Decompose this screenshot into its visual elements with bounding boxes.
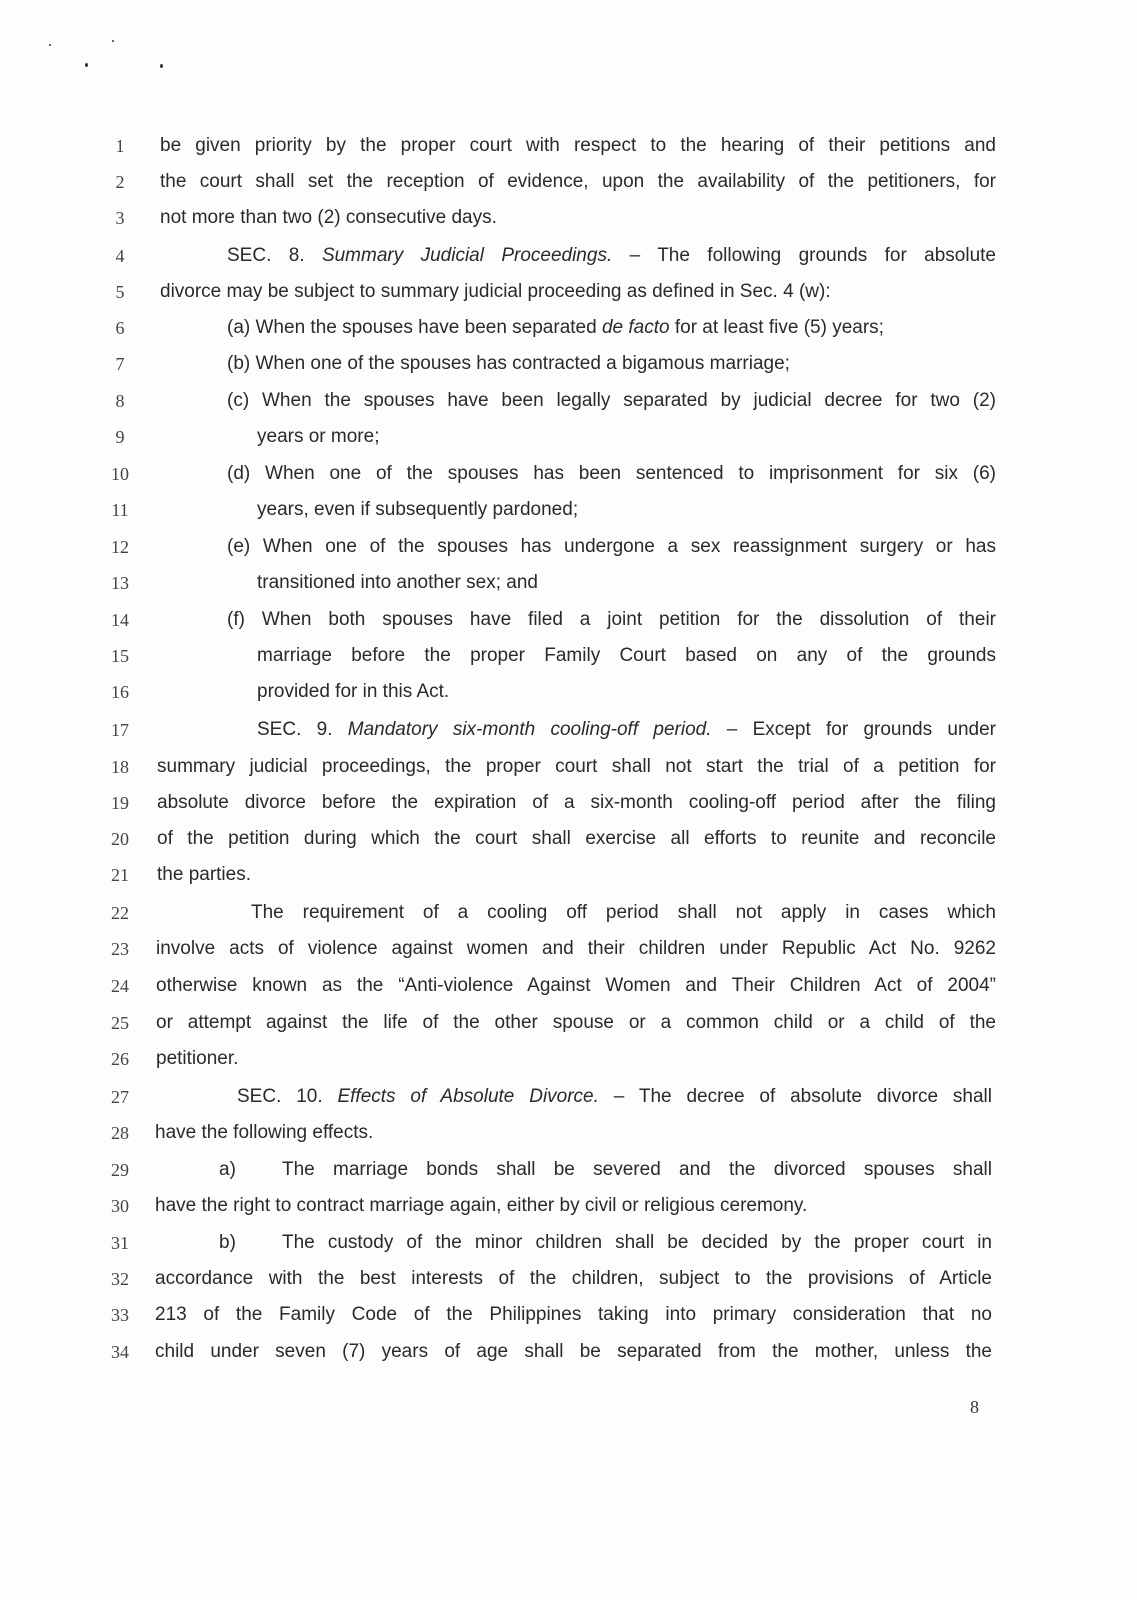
document-line	[0, 821, 1137, 857]
line-text: 213 of the Family Code of the Philippines taking into primary consideration that no	[155, 1304, 992, 1325]
section-title: Mandatory six-month cooling-off period.	[347, 719, 712, 740]
document-line	[0, 164, 1137, 200]
document-line	[0, 1188, 1137, 1224]
document-line	[0, 785, 1137, 821]
list-item-b	[0, 346, 1137, 382]
document-line	[0, 1115, 1137, 1151]
line-number: 4	[115, 246, 125, 266]
line-number: 29	[111, 1160, 129, 1180]
effect-item-a	[0, 1152, 1137, 1188]
line-text	[237, 1079, 992, 1115]
section-number: SEC. 9.	[257, 719, 348, 740]
line-number: 33	[111, 1305, 129, 1325]
line-text	[257, 712, 996, 748]
line-number: 34	[111, 1342, 129, 1362]
line-text: not more than two (2) consecutive days.	[160, 207, 497, 228]
line-text	[227, 238, 996, 274]
line-text: (d) When one of the spouses has been sentenced to imprisonment for six (6)	[227, 463, 996, 484]
section-text: – Except for grounds under	[711, 719, 996, 740]
item-marker: a)	[219, 1159, 236, 1180]
line-text: marriage before the proper Family Court based on any of the grounds	[257, 645, 996, 666]
line-text: summary judicial proceedings, the proper court shall not start the trial of a petition for	[157, 756, 996, 777]
line-text: otherwise known as the “Anti-violence Against Women and Their Children Act of 2004”	[156, 975, 996, 996]
line-text: years, even if subsequently pardoned;	[257, 499, 579, 520]
line-text: accordance with the best interests of the children, subject to the provisions of Article	[155, 1268, 992, 1289]
document-line	[0, 931, 1137, 967]
line-text: have the following effects.	[155, 1122, 374, 1143]
line-text: of the petition during which the court shall exercise all efforts to reunite and reconcile	[157, 828, 996, 849]
line-number: 6	[115, 318, 125, 338]
line-number: 13	[111, 573, 129, 593]
line-number: 5	[115, 282, 125, 302]
line-number: 17	[111, 720, 129, 740]
line-number: 19	[111, 793, 129, 813]
line-number: 30	[111, 1196, 129, 1216]
effect-item-b	[0, 1225, 1137, 1261]
line-text: divorce may be subject to summary judicial proceeding as defined in Sec. 4 (w):	[160, 281, 831, 302]
page-number: 8	[970, 1397, 979, 1417]
item-marker: b)	[219, 1232, 236, 1253]
section-text: – The decree of absolute divorce shall	[598, 1086, 992, 1107]
section-number: SEC. 8.	[227, 245, 322, 266]
line-number: 23	[111, 939, 129, 959]
document-line	[0, 638, 1137, 674]
line-number: 32	[111, 1269, 129, 1289]
line-number: 3	[115, 208, 125, 228]
document-line	[0, 1334, 1137, 1370]
document-line	[0, 274, 1137, 310]
document-line	[0, 1297, 1137, 1333]
line-text: involve acts of violence against women and their children under Republic Act No. 9262	[156, 938, 996, 959]
line-number: 2	[115, 172, 125, 192]
document-line	[0, 749, 1137, 785]
line-number: 20	[111, 829, 129, 849]
line-number: 28	[111, 1123, 129, 1143]
line-text: years or more;	[257, 426, 380, 447]
line-number: 12	[111, 537, 129, 557]
line-number: 18	[111, 757, 129, 777]
line-text: (e) When one of the spouses has undergone a sex reassignment surgery or has	[227, 536, 996, 557]
line-number: 26	[111, 1049, 129, 1069]
line-number: 25	[111, 1013, 129, 1033]
line-text: The custody of the minor children shall be decided by the proper court in	[282, 1232, 992, 1253]
list-item-d	[0, 456, 1137, 492]
line-number: 1	[115, 136, 125, 156]
line-text: be given priority by the proper court with respect to the hearing of their petitions and	[160, 135, 996, 156]
line-number: 22	[111, 903, 129, 923]
line-number: 21	[111, 865, 129, 885]
line-number: 15	[111, 646, 129, 666]
line-number: 27	[111, 1087, 129, 1107]
section-8-heading	[0, 238, 1137, 274]
document-line	[0, 128, 1137, 164]
line-number: 16	[111, 682, 129, 702]
document-line	[0, 419, 1137, 455]
section-number: SEC. 10.	[237, 1086, 338, 1107]
document-line	[0, 857, 1137, 893]
line-number: 8	[115, 391, 125, 411]
line-text: absolute divorce before the expiration of a six-month cooling-off period after the filing	[157, 792, 996, 813]
document-line	[0, 492, 1137, 528]
line-number: 9	[115, 427, 125, 447]
line-number: 24	[111, 976, 129, 996]
italic-term: de facto	[601, 317, 670, 338]
document-line	[0, 1005, 1137, 1041]
line-text: child under seven (7) years of age shall be separated from the mother, unless the	[155, 1341, 992, 1362]
line-text: the parties.	[157, 864, 251, 885]
line-text: (f) When both spouses have filed a joint petition for the dissolution of their	[227, 609, 996, 630]
line-text: transitioned into another sex; and	[257, 572, 538, 593]
section-10-heading	[0, 1079, 1137, 1115]
section-9-heading	[0, 712, 1137, 748]
line-number: 10	[111, 464, 129, 484]
line-text: have the right to contract marriage again, either by civil or religious ceremony.	[155, 1195, 808, 1216]
line-text: (b) When one of the spouses has contracted a bigamous marriage;	[227, 353, 790, 374]
document-line	[0, 895, 1137, 931]
document-line	[0, 565, 1137, 601]
list-item-f	[0, 602, 1137, 638]
section-text: – The following grounds for absolute	[612, 245, 996, 266]
line-text: petitioner.	[156, 1048, 239, 1069]
line-text: or attempt against the life of the other spouse or a common child or a child of the	[156, 1012, 996, 1033]
document-line	[0, 200, 1137, 236]
document-line	[0, 968, 1137, 1004]
document-line	[0, 1041, 1137, 1077]
line-text: The requirement of a cooling off period shall not apply in cases which	[251, 902, 996, 923]
list-item-e	[0, 529, 1137, 565]
section-title: Effects of Absolute Divorce.	[337, 1086, 599, 1107]
line-text: The marriage bonds shall be severed and the divorced spouses shall	[282, 1159, 992, 1180]
list-item-c	[0, 383, 1137, 419]
section-title: Summary Judicial Proceedings.	[321, 245, 613, 266]
text-segment: for at least five (5) years;	[669, 317, 884, 338]
line-text: provided for in this Act.	[257, 681, 450, 702]
document-line	[0, 1261, 1137, 1297]
line-number: 31	[111, 1233, 129, 1253]
line-text: the court shall set the reception of evidence, upon the availability of the petitioners, for	[160, 171, 996, 192]
line-text: (c) When the spouses have been legally separated by judicial decree for two (2)	[227, 390, 996, 411]
text-segment: (a) When the spouses have been separated	[227, 317, 602, 338]
line-text	[227, 310, 996, 346]
document-line	[0, 674, 1137, 710]
line-number: 11	[111, 500, 129, 520]
list-item-a	[0, 310, 1137, 346]
line-number: 14	[111, 610, 129, 630]
line-number: 7	[115, 354, 125, 374]
